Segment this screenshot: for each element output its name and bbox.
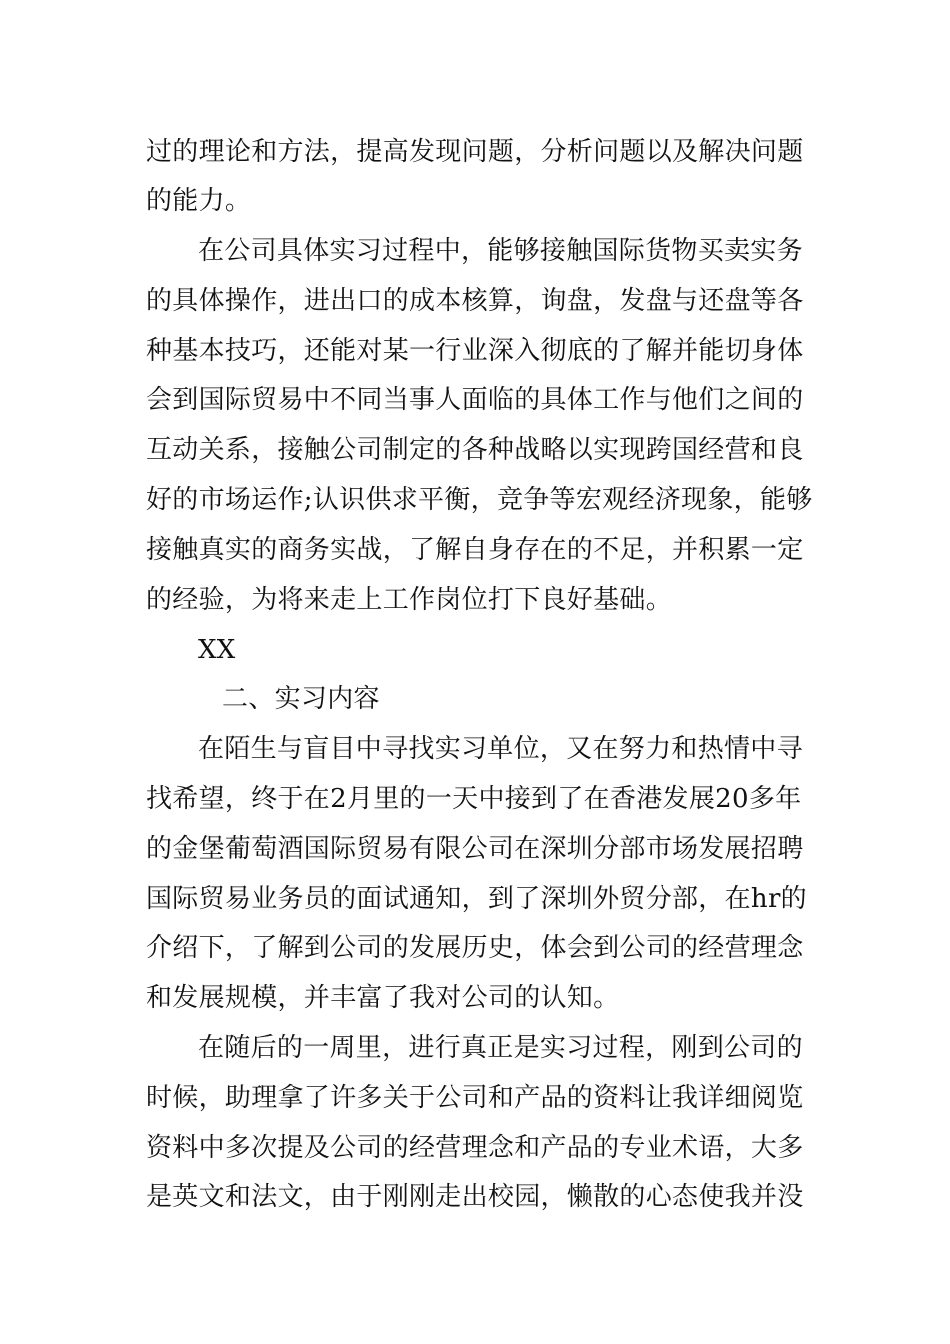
- paragraph-5-line-2: 时候，助理拿了许多关于公司和产品的资料让我详细阅览: [146, 1083, 804, 1113]
- paragraph-1-line-1: 过的理论和方法，提高发现问题，分析问题以及解决问题: [146, 137, 804, 167]
- paragraph-2-line-4: 会到国际贸易中不同当事人面临的具体工作与他们之间的: [146, 385, 804, 415]
- paragraph-2-line-3: 种基本技巧，还能对某一行业深入彻底的了解并能切身体: [146, 336, 804, 366]
- paragraph-2-line-8: 的经验，为将来走上工作岗位打下良好基础。: [146, 585, 673, 615]
- paragraph-2-line-6: 好的市场运作;认识供求平衡，竞争等宏观经济现象，能够: [146, 485, 813, 515]
- paragraph-5-line-4: 是英文和法文，由于刚刚走出校园，懒散的心态使我并没: [146, 1182, 804, 1212]
- paragraph-2-line-5: 互动关系，接触公司制定的各种战略以实现跨国经营和良: [146, 435, 804, 465]
- section-heading: 二、实习内容: [222, 684, 380, 714]
- paragraph-5-line-3: 资料中多次提及公司的经营理念和产品的专业术语，大多: [146, 1133, 804, 1163]
- paragraph-4-line-3: 的金堡葡萄酒国际贸易有限公司在深圳分部市场发展招聘: [146, 834, 804, 864]
- paragraph-2-line-2: 的具体操作，进出口的成本核算，询盘，发盘与还盘等各: [146, 286, 804, 316]
- paragraph-4-line-1: 在陌生与盲目中寻找实习单位，又在努力和热情中寻: [198, 734, 803, 764]
- paragraph-4-line-4: 国际贸易业务员的面试通知，到了深圳外贸分部，在hr的: [146, 884, 807, 914]
- placeholder-text: XX: [198, 635, 236, 665]
- paragraph-2-line-7: 接触真实的商务实战，了解自身存在的不足，并积累一定: [146, 535, 804, 565]
- paragraph-1-line-2: 的能力。: [146, 186, 252, 216]
- paragraph-4-line-6: 和发展规模，并丰富了我对公司的认知。: [146, 983, 620, 1013]
- paragraph-4-line-5: 介绍下，了解到公司的发展历史，体会到公司的经营理念: [146, 933, 804, 963]
- paragraph-4-line-2: 找希望，终于在2月里的一天中接到了在香港发展20多年: [146, 784, 802, 814]
- paragraph-2-line-1: 在公司具体实习过程中，能够接触国际货物买卖实务: [198, 236, 803, 266]
- paragraph-5-line-1: 在随后的一周里，进行真正是实习过程，刚到公司的: [198, 1033, 803, 1063]
